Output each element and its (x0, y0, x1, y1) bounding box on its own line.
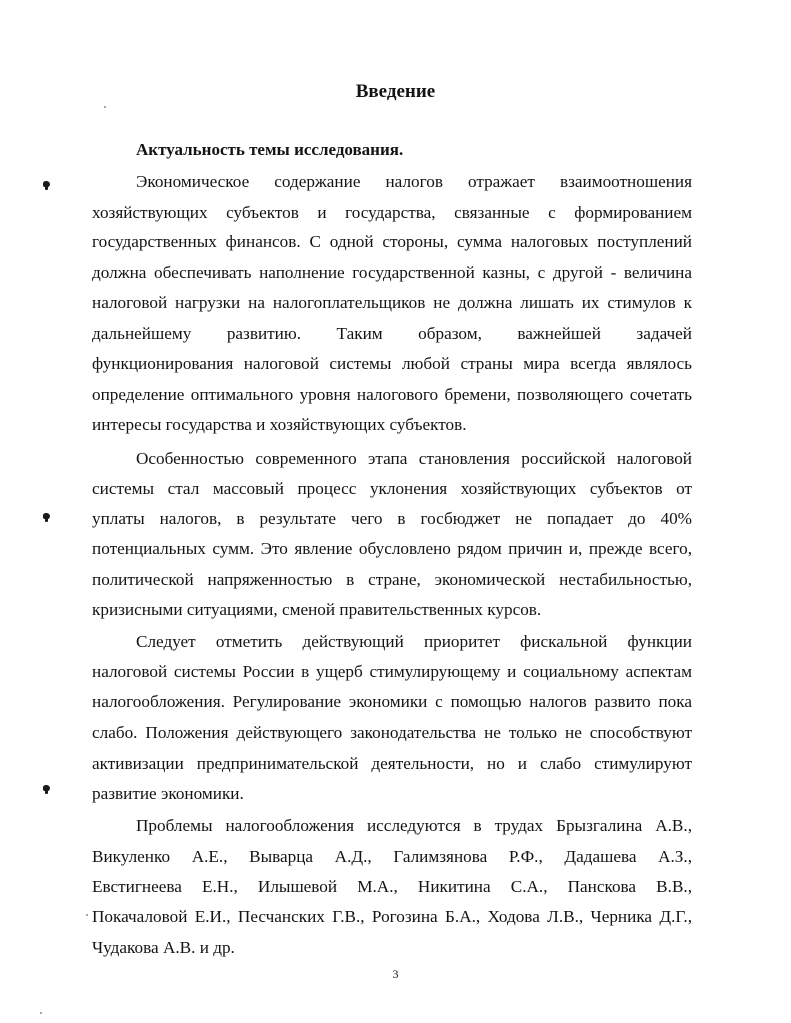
text-line: Следует отметить действующий приоритет фискальной функции (136, 632, 692, 651)
text-line: политической напряженностью в стране, экономической нестабильностью, (92, 570, 692, 589)
text-line: уплаты налогов, в результате чего в госбюджет не попадает до 40% (92, 509, 692, 528)
text-line: Проблемы налогообложения исследуются в трудах Брызгалина А.В., (136, 816, 692, 835)
scan-speck (104, 106, 106, 108)
section-heading: Актуальность темы исследования. (136, 140, 404, 159)
text-line: Викуленко А.Е., Выварца А.Д., Галимзянова Р.Ф., Дадашева А.З., (92, 847, 692, 866)
text-line: Покачаловой Е.И., Песчанских Г.В., Рогозина Б.А., Ходова Л.В., Черника Д.Г., (92, 907, 692, 926)
text-line: налоговой системы России в ущерб стимулирующему и социальному аспектам (92, 662, 692, 681)
text-line: должна обеспечивать наполнение государственной казны, с другой - величина (92, 263, 692, 282)
text-line: развитие экономики. (92, 784, 244, 803)
page-number: 3 (392, 967, 399, 981)
text-line: интересы государства и хозяйствующих субъектов. (92, 415, 467, 434)
text-line: Чудакова А.В. и др. (92, 938, 235, 957)
text-line: налогообложения. Регулирование экономики с помощью налогов развито пока (92, 692, 692, 711)
text-line: системы стал массовый процесс уклонения хозяйствующих субъектов от (92, 479, 692, 498)
text-line: активизации предпринимательской деятельности, но и слабо стимулируют (92, 754, 692, 773)
text-line: определение оптимального уровня налогового бремени, позволяющего сочетать (92, 385, 692, 404)
text-line: Евстигнеева Е.Н., Илышевой М.А., Никитина С.А., Панскова В.В., (92, 877, 692, 896)
text-line: Особенностью современного этапа становления российской налоговой (136, 449, 692, 468)
text-line: налоговой нагрузки на налогоплательщиков не должна лишать их стимулов к (92, 293, 692, 312)
text-line: слабо. Положения действующего законодательства не только не способствуют (92, 723, 692, 742)
text-line: государственных финансов. С одной стороны, сумма налоговых поступлений (92, 232, 692, 251)
text-line: хозяйствующих субъектов и государства, связанные с формированием (92, 203, 692, 222)
scan-speck (40, 1012, 42, 1014)
binding-mark-icon (43, 513, 50, 519)
text-line: кризисными ситуациями, сменой правительственных курсов. (92, 600, 542, 619)
text-line: функционирования налоговой системы любой страны мира всегда являлось (92, 354, 692, 373)
binding-mark-icon (43, 785, 50, 791)
text-line: Экономическое содержание налогов отражает взаимоотношения (136, 172, 692, 191)
page-title: Введение (355, 81, 436, 102)
text-line: потенциальных сумм. Это явление обусловлено рядом причин и, прежде всего, (92, 539, 692, 558)
text-line: дальнейшему развитию. Таким образом, важнейшей задачей (92, 324, 692, 343)
binding-mark-icon (43, 181, 50, 187)
scan-speck (86, 914, 88, 916)
